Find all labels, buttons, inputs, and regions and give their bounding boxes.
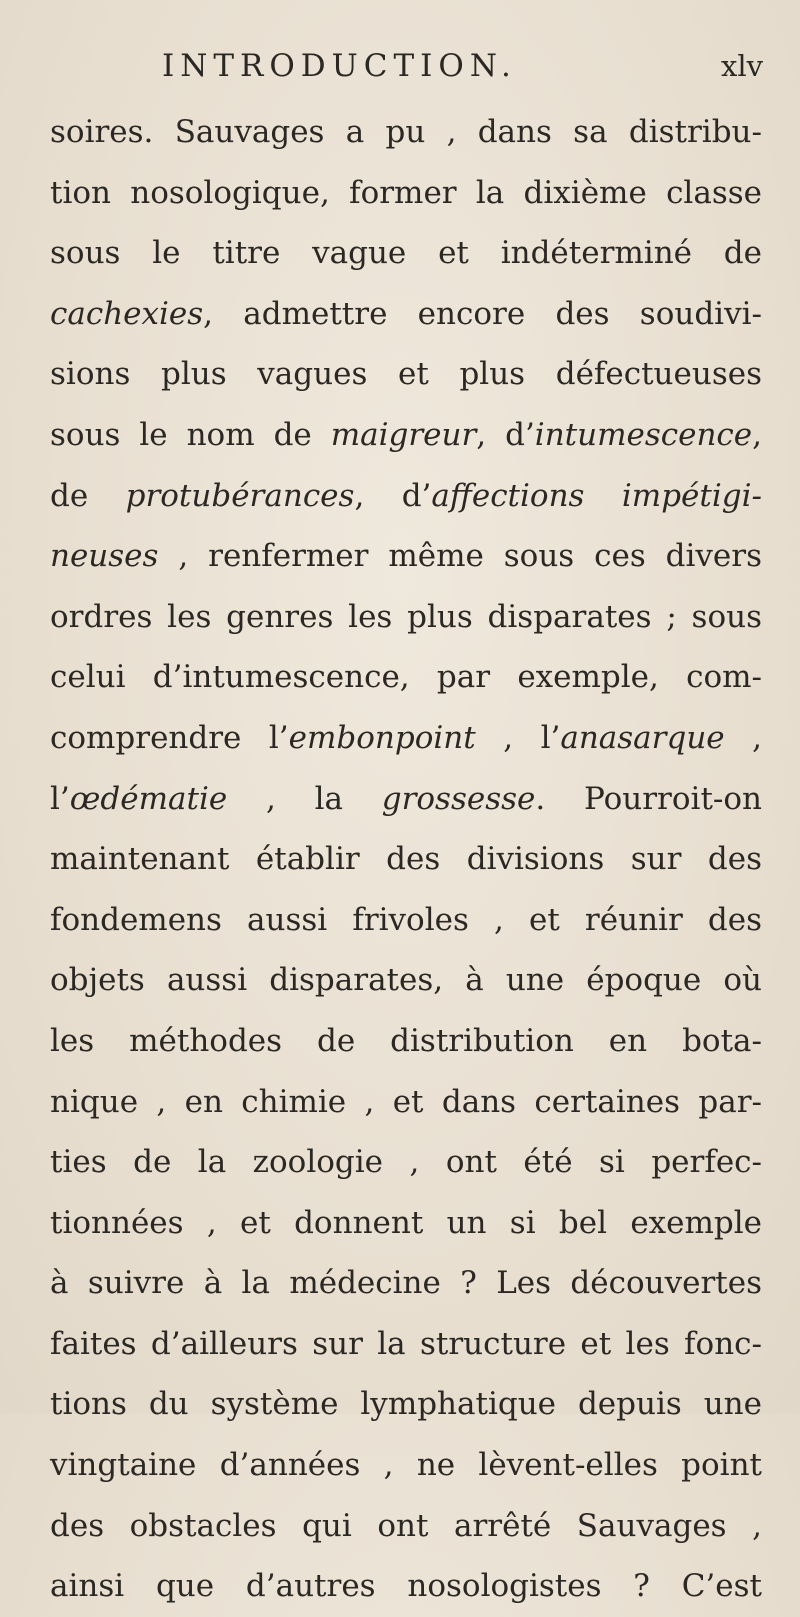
text-run: tionnées , et donnent un si bel exemple: [50, 1204, 762, 1241]
text-run: ainsi que d’autres nosologistes ? C’est: [50, 1568, 762, 1605]
text-line: [50, 1132, 762, 1193]
text-run: , d’: [476, 416, 535, 453]
text-run: l’: [50, 780, 70, 817]
text-line: [50, 405, 762, 466]
text-run: de: [50, 477, 126, 514]
text-run: nique , en chimie , et dans certaines par-: [50, 1083, 762, 1120]
text-run: , renfermer même sous ces divers: [158, 538, 762, 575]
text-run: des obstacles qui ont arrêté Sauvages ,: [50, 1507, 762, 1544]
text-line: [50, 1072, 762, 1133]
text-run: tion nosologique, former la dixième classe: [50, 174, 762, 211]
text-run: , l’: [475, 719, 561, 756]
running-title: INTRODUCTION.: [162, 48, 517, 84]
text-line: [50, 223, 762, 284]
text-run: ordres les genres les plus disparates ; sous: [50, 598, 762, 635]
text-line: [50, 526, 762, 587]
text-run: fondemens aussi frivoles , et réunir des: [50, 901, 762, 938]
italic-text-run: œdématie: [69, 780, 228, 817]
text-line: [50, 466, 762, 527]
text-run: sous le nom de: [50, 416, 331, 453]
text-line: [50, 1314, 762, 1375]
text-run: celui d’intumescence, par exemple, com-: [50, 659, 762, 696]
text-run: vingtaine d’années , ne lèvent-elles point: [50, 1447, 762, 1484]
text-run: faites d’ailleurs sur la structure et les fonc-: [50, 1325, 762, 1362]
text-run: , admettre encore des soudivi-: [203, 295, 762, 332]
text-line: [50, 587, 762, 648]
text-line: [50, 829, 762, 890]
text-run: soires. Sauvages a pu , dans sa distribu-: [50, 114, 762, 150]
text-run: sous le titre vague et indéterminé de: [50, 235, 762, 272]
text-line: [50, 890, 762, 951]
text-run: , d’: [354, 477, 432, 514]
text-line: [50, 1374, 762, 1435]
text-run: ,: [752, 416, 762, 453]
text-line: [50, 769, 762, 830]
text-run: , la: [227, 780, 382, 817]
text-line: [50, 708, 762, 769]
running-head: [0, 46, 800, 86]
text-run: tions du système lymphatique depuis une: [50, 1386, 762, 1423]
text-line: [50, 647, 762, 708]
italic-text-run: maigreur: [330, 416, 477, 453]
body-text: [50, 102, 762, 1617]
italic-text-run: intumescence: [534, 416, 753, 453]
text-line: [50, 1011, 762, 1072]
text-line: [50, 950, 762, 1011]
italic-text-run: grossesse: [381, 780, 536, 817]
text-line: [50, 163, 762, 224]
text-line: [50, 1193, 762, 1254]
text-line: [50, 344, 762, 405]
text-line: [50, 1556, 762, 1617]
italic-text-run: neuses: [50, 538, 159, 575]
text-run: ,: [724, 719, 762, 756]
italic-text-run: affections impétigi-: [431, 477, 762, 514]
text-run: sions plus vagues et plus défectueuses: [50, 356, 762, 393]
text-run: ties de la zoologie , ont été si perfec-: [50, 1144, 762, 1181]
italic-text-run: protubérances: [125, 477, 355, 514]
text-line: [50, 102, 762, 163]
text-run: . Pourroit-on: [535, 780, 763, 817]
italic-text-run: anasarque: [560, 719, 725, 756]
text-run: objets aussi disparates, à une époque où: [50, 962, 762, 999]
text-line: [50, 284, 762, 345]
italic-text-run: embonpoint: [288, 719, 476, 756]
text-run: maintenant établir des divisions sur des: [50, 841, 762, 878]
text-line: [50, 1435, 762, 1496]
text-line: [50, 1253, 762, 1314]
text-run: les méthodes de distribution en bota-: [50, 1022, 762, 1059]
text-line: [50, 1496, 762, 1557]
italic-text-run: cachexies: [50, 295, 204, 332]
page-number: xlv: [720, 49, 763, 83]
text-run: à suivre à la médecine ? Les découvertes: [50, 1265, 762, 1302]
text-run: comprendre l’: [50, 719, 289, 756]
